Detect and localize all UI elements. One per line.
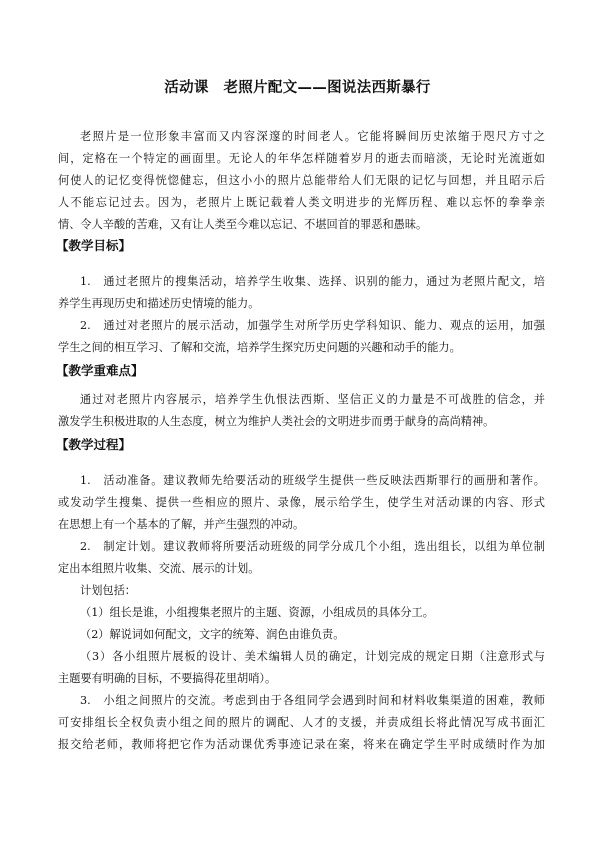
process-line: （1）组长是谁，小组搜集老照片的主题、资源，小组成员的具体分工。 [80, 606, 434, 619]
process-line: 主题要有明确的目标，不要搞得花里胡哨）。 [58, 672, 277, 685]
goal-line: 学生之间的相互学习、了解和交流，培养学生探究历史问题的兴趣和动手的能力。 [58, 341, 461, 354]
process-line: 3. 小组之间照片的交流。考虑到由于各组同学会遇到时间和材料收集渠道的困难，教师 [80, 694, 545, 707]
intro-line: 何使人的记忆变得恍惚健忘，但这小小的照片总能带给人们无限的记忆与回想，并且昭示后 [58, 174, 545, 187]
process-line: （3）各小组照片展板的设计、美术编辑人员的确定，计划完成的规定日期（注意形式与 [80, 650, 545, 663]
intro-line: 间，定格在一个特定的画面里。无论人的年华怎样随着岁月的逝去而暗淡，无论时光流逝如 [58, 152, 545, 165]
goal-line: 养学生再现历史和描述历史情境的能力。 [58, 297, 260, 310]
process-line: 在思想上有一个基本的了解，并产生强烈的冲动。 [58, 518, 305, 531]
key-line: 激发学生积极进取的人生态度，树立为维护人类社会的文明进步而勇于献身的高尚精神。 [58, 415, 495, 428]
process-line: （2）解说词如何配文，文字的统筹、润色由谁负责。 [80, 628, 345, 641]
page-title: 活动课 老照片配文——图说法西斯暴行 [164, 80, 431, 96]
intro-line: 老照片是一位形象丰富而又内容深邃的时间老人。它能将瞬间历史浓缩于咫尺方寸之 [80, 130, 545, 143]
goal-line: 2. 通过对老照片的展示活动，加强学生对所学历史学科知识、能力、观点的运用，加强 [80, 319, 545, 332]
process-line: 1. 活动准备。建议教师先给要活动的班级学生提供一些反映法西斯罪行的画册和著作。 [80, 474, 545, 487]
section-heading-process: 【教学过程】 [56, 437, 132, 452]
goal-line: 1. 通过老照片的搜集活动，培养学生收集、选择、识别的能力，通过为老照片配文，培 [80, 275, 545, 288]
intro-line: 人不能忘记过去。因为，老照片上既记载着人类文明进步的光辉历程、难以忘怀的拳拳亲 [58, 196, 545, 209]
key-line: 通过对老照片内容展示，培养学生仇恨法西斯、坚信正义的力量是不可战胜的信念，并 [80, 393, 545, 406]
section-heading-goals: 【教学目标】 [56, 238, 132, 253]
intro-line: 情、令人辛酸的苦难，又有让人类至今难以忘记、不堪回首的罪恶和愚昧。 [58, 218, 428, 231]
process-line: 计划包括： [80, 584, 136, 597]
process-line: 报交给老师，教师将把它作为活动课优秀事迹记录在案，将来在确定学生平时成绩时作为加 [58, 738, 545, 751]
process-line: 可安排组长全权负责小组之间的照片的调配、人才的支援，并责成组长将此情况写成书面汇 [58, 716, 545, 729]
process-line: 定出本组照片收集、交流、展示的计划。 [58, 562, 260, 575]
section-heading-key: 【教学重难点】 [56, 363, 144, 378]
process-line: 或发动学生搜集、提供一些相应的照片、录像，展示给学生，使学生对活动课的内容、形式 [58, 496, 545, 509]
process-line: 2. 制定计划。建议教师将所要活动班级的同学分成几个小组，选出组长，以组为单位制 [80, 540, 545, 553]
